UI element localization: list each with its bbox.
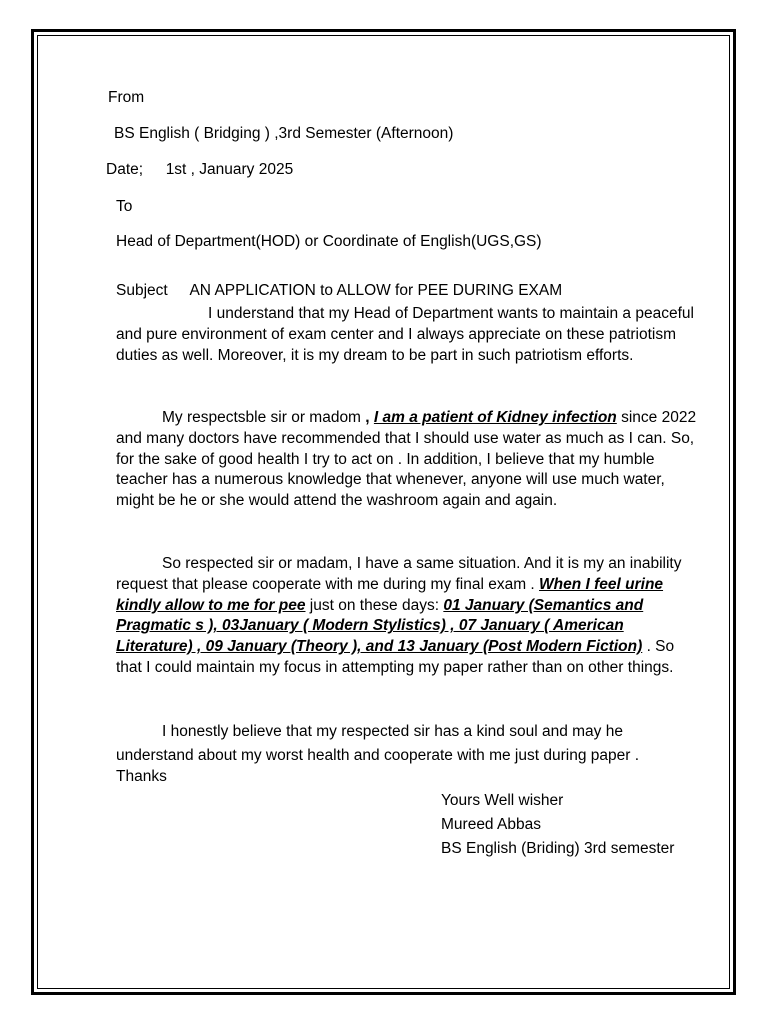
date-label: Date; <box>106 161 144 178</box>
paragraph-3-rest: . So that I could maintain my focus in attempting my paper rather than on other things. <box>116 638 675 676</box>
paragraph-3 <box>116 554 702 679</box>
paragraph-4-text: I honestly believe that my respected sir has a kind soul and may he understand about my worst health and cooperate with me just during paper . <box>116 723 640 764</box>
kidney-infection-emphasis: I am a patient of Kidney infection <box>373 409 617 426</box>
closing: Yours Well wisher <box>441 792 564 809</box>
from-value: BS English ( Bridging ) ,3rd Semester (Afternoon) <box>114 125 454 142</box>
date-line <box>106 160 293 180</box>
paragraph-2-lead: My respectsble sir or madom <box>162 409 366 426</box>
paragraph-2-comma: , <box>365 409 374 426</box>
request-emphasis: When I feel urine kindly allow to me for pee <box>116 575 664 614</box>
paragraph-1-text: I understand that my Head of Department wants to maintain a peaceful and pure environment of exam center and I always appreciate on these patriotism duties as well. Moreover, it is my dream to be part in such patriotism efforts. <box>116 305 694 364</box>
subject-label: Subject <box>116 282 168 299</box>
paragraph-2-rest: since 2022 and many doctors have recommended that I should use water as much as I can. So, for the sake of good health I try to act on . In addition, I believe that my humble teacher has a numerous knowledge that whenever, anyone will use much water, might be he or she would attend the washroom again and again. <box>116 409 697 510</box>
subject-value: AN APPLICATION to ALLOW for PEE DURING EXAM <box>189 282 563 299</box>
thanks: Thanks <box>116 768 167 785</box>
date-value: 1st , January 2025 <box>165 161 294 178</box>
to-label: To <box>116 198 133 215</box>
paragraph-1 <box>116 304 702 366</box>
to-value: Head of Department(HOD) or Coordinate of English(UGS,GS) <box>116 233 542 250</box>
paragraph-3-lead: So respected sir or madam, I have a same situation. And it is my an inability request that please cooperate with me during my final exam . <box>116 555 682 593</box>
paragraph-2 <box>116 408 702 512</box>
paragraph-4 <box>116 720 702 767</box>
exam-dates-emphasis: 01 January (Semantics and Pragmatic s ), 03January ( Modern Stylistics) , 07 January ( American Literature) , 09 January (Theory ), and 13 January (Post Modern Fiction) <box>116 596 644 656</box>
signer-program: BS English (Briding) 3rd semester <box>441 840 675 857</box>
from-label: From <box>108 89 145 106</box>
signer-name: Mureed Abbas <box>441 816 541 833</box>
subject-line <box>116 281 562 301</box>
paragraph-3-middle: just on these days: <box>305 596 444 614</box>
